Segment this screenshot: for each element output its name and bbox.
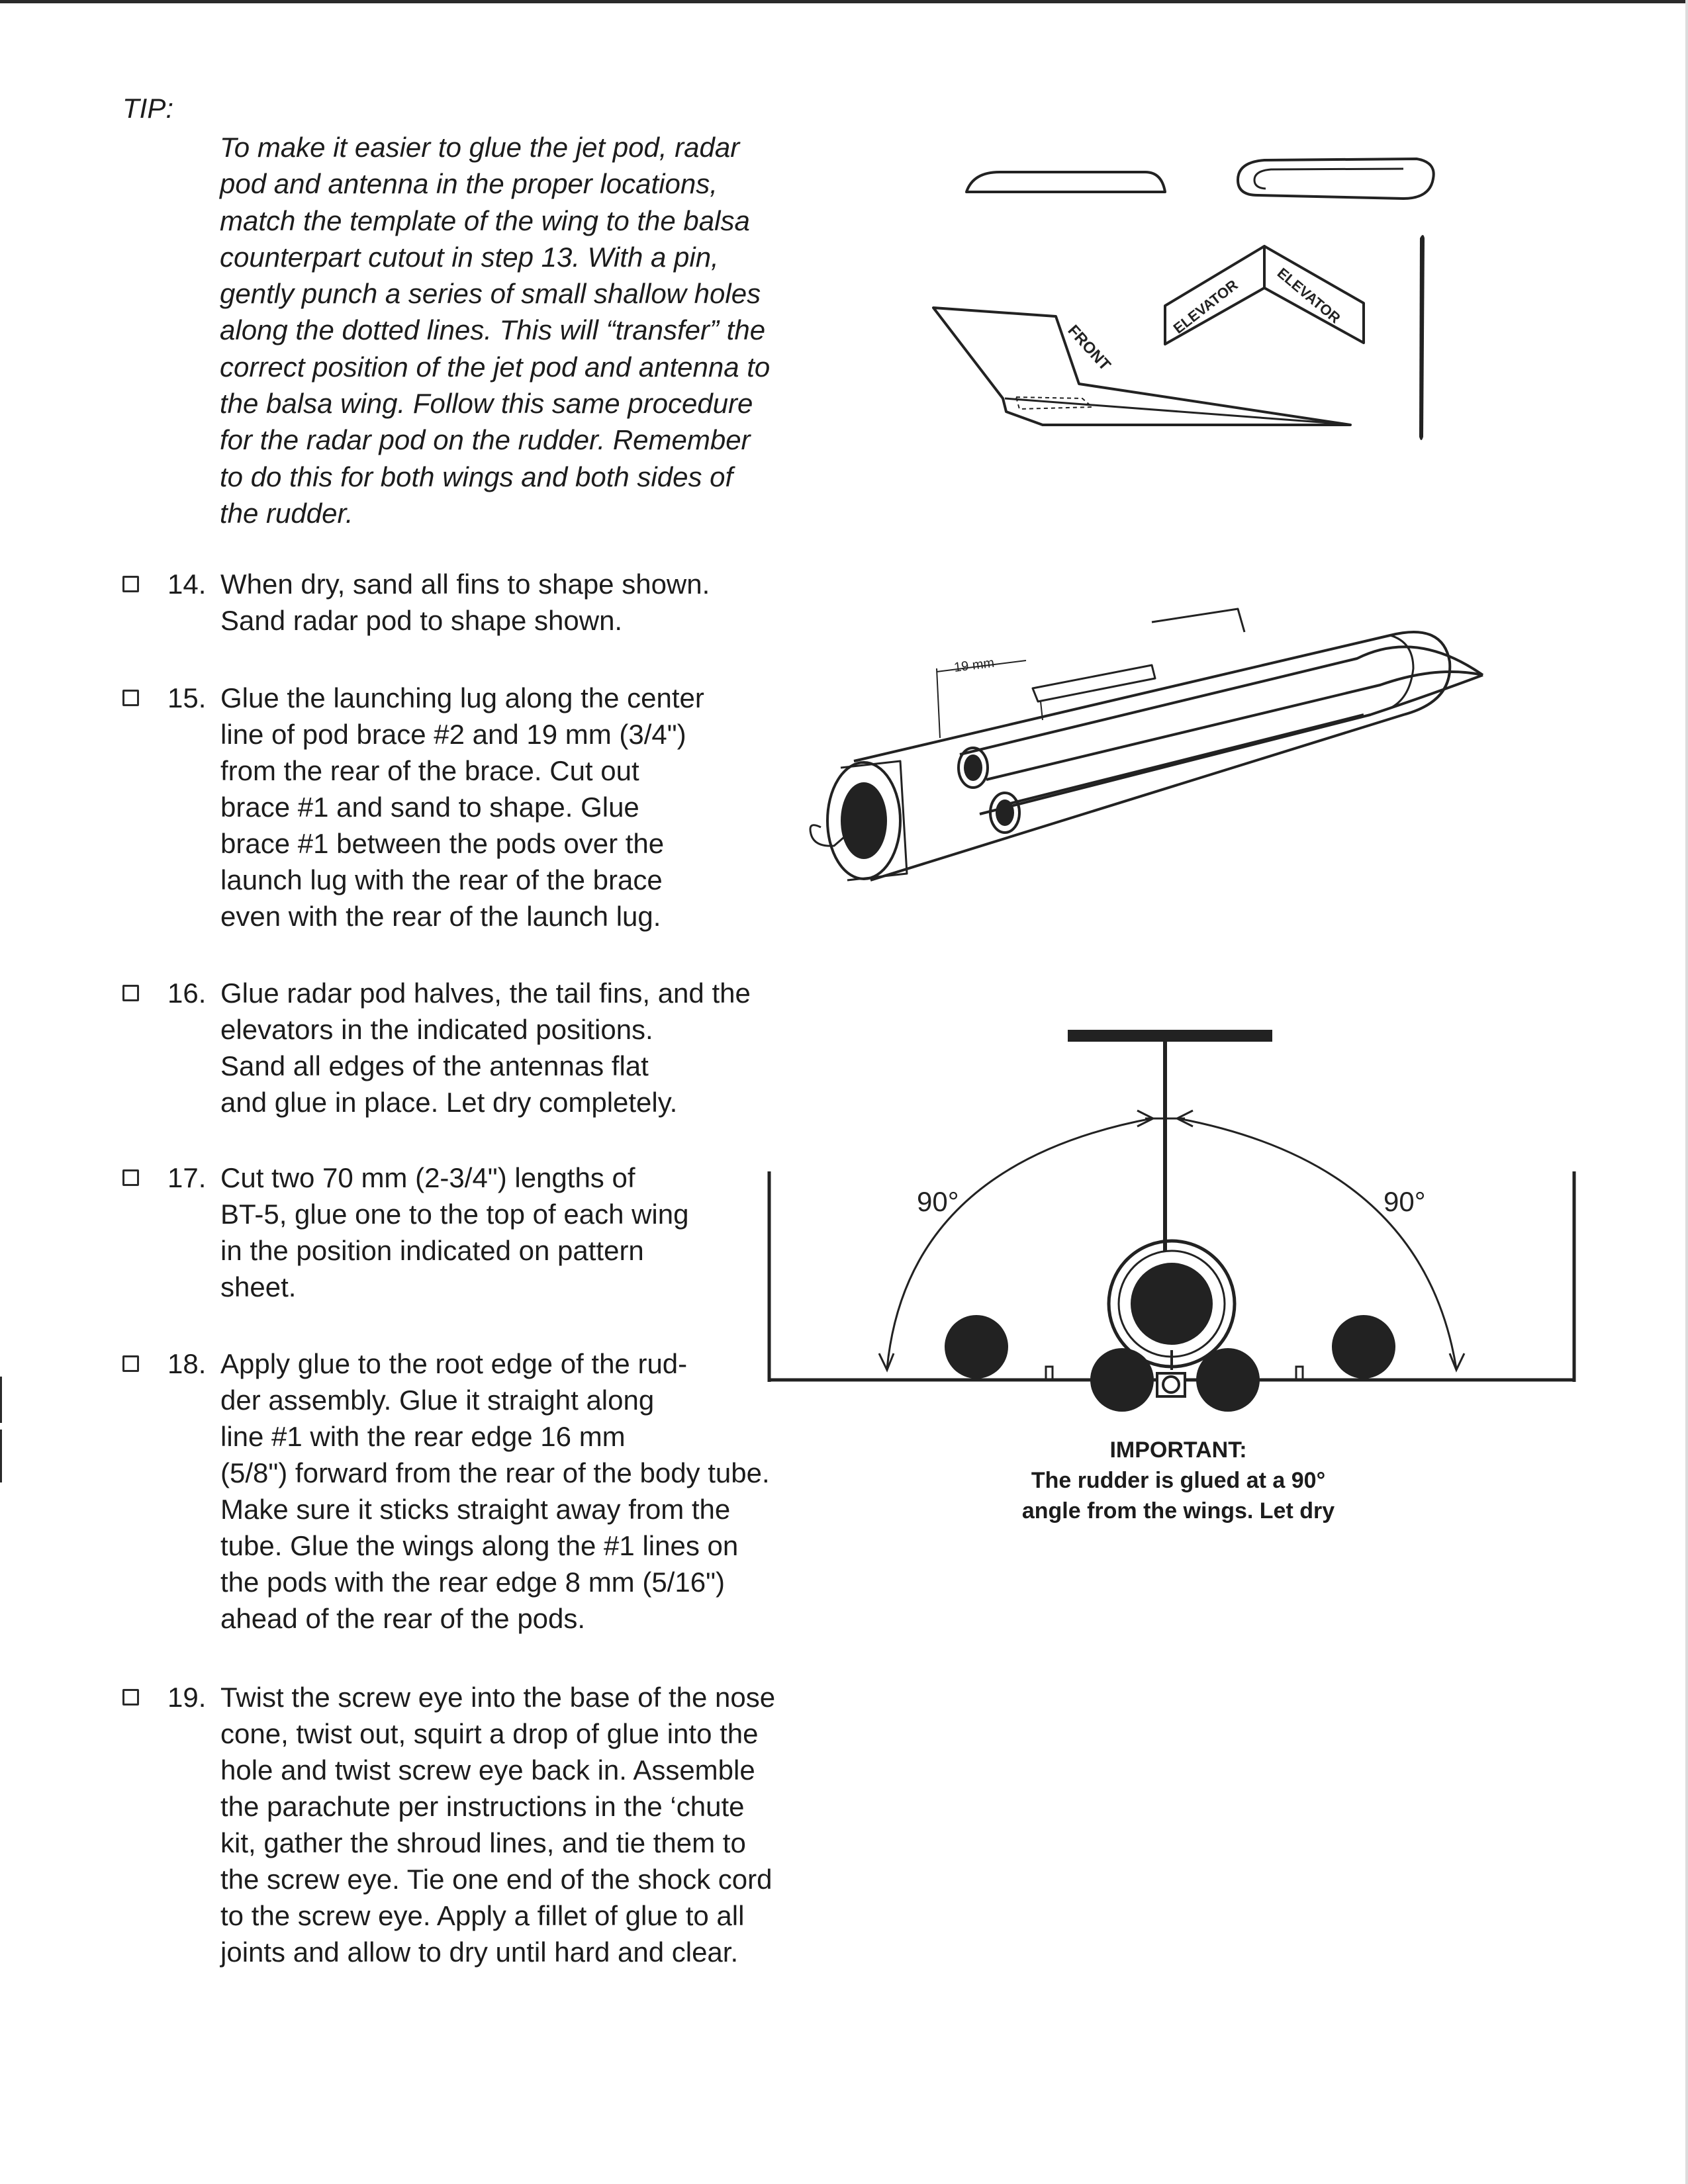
tip-line: pod and antenna in the proper locations, xyxy=(220,168,718,200)
antenna-bar xyxy=(1069,1031,1271,1040)
step-line: BT-5, glue one to the top of each wing xyxy=(220,1199,689,1230)
angle-label-right: 90° xyxy=(1383,1186,1426,1217)
caption-line: The rudder is glued at a 90° xyxy=(1031,1468,1326,1493)
step-line: Apply glue to the root edge of the rud- xyxy=(220,1348,688,1379)
pod-lower-left xyxy=(1090,1348,1154,1412)
tip-line: counterpart cutout in step 13. With a pin, xyxy=(220,241,719,273)
wing-template-shape xyxy=(933,308,1350,425)
step-line: the pods with the rear edge 8 mm (5/16") xyxy=(220,1567,725,1598)
tip-label: TIP: xyxy=(122,93,174,124)
step-line: Make sure it sticks straight away from the xyxy=(220,1494,731,1525)
step-checkbox[interactable] xyxy=(122,985,139,1001)
step-text xyxy=(220,975,751,1120)
step-line: tube. Glue the wings along the #1 lines on xyxy=(220,1530,739,1561)
pod-right xyxy=(1332,1315,1395,1379)
step-line: line #1 with the rear edge 16 mm xyxy=(220,1421,626,1452)
step-text xyxy=(220,1679,775,1970)
page-right-edge xyxy=(1685,0,1688,2184)
front-label: FRONT xyxy=(1064,321,1114,375)
step-line: Glue radar pod halves, the tail fins, and the xyxy=(220,978,751,1009)
step-line: to the screw eye. Apply a fillet of glue to all xyxy=(220,1900,745,1931)
step-checkbox[interactable] xyxy=(122,690,139,706)
tip-line: the rudder. xyxy=(220,497,353,529)
pod-left xyxy=(945,1315,1008,1379)
caption-title: IMPORTANT: xyxy=(1109,1437,1247,1463)
figure-caption xyxy=(966,1435,1390,1526)
step-line: sheet. xyxy=(220,1271,297,1302)
fin-shapes-illustration xyxy=(914,132,1456,450)
step-number: 19. xyxy=(167,1682,207,1713)
tip-text xyxy=(220,129,868,531)
step-text xyxy=(220,566,710,639)
step-line: line of pod brace #2 and 19 mm (3/4") xyxy=(220,719,686,750)
pod-lower-right xyxy=(1196,1348,1260,1412)
pod-tube-lower xyxy=(1000,715,1364,806)
step-line: launch lug with the rear of the brace xyxy=(220,864,663,895)
tip-line: the balsa wing. Follow this same procedure xyxy=(220,388,753,420)
tip-line: along the dotted lines. This will “transfer” the xyxy=(220,314,766,346)
step-line: brace #1 and sand to shape. Glue xyxy=(220,792,639,823)
step-line: in the position indicated on pattern xyxy=(220,1235,644,1266)
step-number: 17. xyxy=(167,1162,207,1193)
elevator-left-label: ELEVATOR xyxy=(1170,276,1241,337)
tip-line: to do this for both wings and both sides of xyxy=(220,461,733,492)
step-line: hole and twist screw eye back in. Assemble xyxy=(220,1754,755,1786)
step-line: elevators in the indicated positions. xyxy=(220,1014,653,1045)
body-tube-core xyxy=(1131,1263,1213,1345)
tip-line: correct position of the jet pod and antenna to xyxy=(220,351,771,383)
angle-arc-right xyxy=(1178,1118,1456,1369)
step-checkbox[interactable] xyxy=(122,1689,139,1706)
step-number: 18. xyxy=(167,1348,207,1379)
antenna-shape xyxy=(1419,235,1425,440)
page-top-edge xyxy=(0,0,1688,3)
step-number: 14. xyxy=(167,569,207,600)
step-line: Glue the launching lug along the center xyxy=(220,682,704,713)
step-checkbox[interactable] xyxy=(122,576,139,592)
step-line: ahead of the rear of the pods. xyxy=(220,1603,586,1634)
step-text xyxy=(220,1160,688,1305)
step-line: Cut two 70 mm (2-3/4") lengths of xyxy=(220,1162,635,1193)
step-line: Sand all edges of the antennas flat xyxy=(220,1050,649,1081)
step-number: 16. xyxy=(167,978,207,1009)
step-checkbox[interactable] xyxy=(122,1355,139,1372)
step-line: and glue in place. Let dry completely. xyxy=(220,1087,678,1118)
step-line: joints and allow to dry until hard and clear. xyxy=(220,1936,739,1968)
step-line: from the rear of the brace. Cut out xyxy=(220,755,639,786)
caption-line: angle from the wings. Let dry xyxy=(1021,1498,1335,1524)
radar-pod-shape xyxy=(1238,159,1434,199)
angle-label-left: 90° xyxy=(917,1186,959,1217)
step-text xyxy=(220,680,704,934)
pod-assembly-illustration xyxy=(781,602,1575,920)
scan-mark xyxy=(0,1430,2,1482)
step-line: When dry, sand all fins to shape shown. xyxy=(220,569,710,600)
step-line: Twist the screw eye into the base of the nose xyxy=(220,1682,776,1713)
antenna-strip-shape xyxy=(966,172,1165,192)
tip-line: for the radar pod on the rudder. Remember xyxy=(220,424,751,456)
step-line: Sand radar pod to shape shown. xyxy=(220,605,623,636)
step-line: kit, gather the shroud lines, and tie them to xyxy=(220,1827,746,1858)
tip-line: To make it easier to glue the jet pod, radar xyxy=(220,132,740,163)
scan-mark xyxy=(0,1377,2,1423)
step-checkbox[interactable] xyxy=(122,1169,139,1186)
dimension-label: 19 mm xyxy=(953,655,996,675)
angle-arc-left xyxy=(887,1118,1152,1369)
step-number: 15. xyxy=(167,682,207,713)
tip-line: gently punch a series of small shallow holes xyxy=(220,278,761,310)
rudder-angle-diagram xyxy=(761,1019,1595,1430)
step-line: the parachute per instructions in the ‘chute xyxy=(220,1791,745,1822)
step-text xyxy=(220,1345,770,1637)
elevator-right-label: ELEVATOR xyxy=(1274,264,1344,327)
step-line: der assembly. Glue it straight along xyxy=(220,1385,655,1416)
tip-line: match the template of the wing to the balsa xyxy=(220,205,750,236)
step-line: cone, twist out, squirt a drop of glue into the xyxy=(220,1718,759,1749)
step-line: (5/8") forward from the rear of the body tube. xyxy=(220,1457,770,1488)
step-line: brace #1 between the pods over the xyxy=(220,828,665,859)
step-line: even with the rear of the launch lug. xyxy=(220,901,661,932)
step-line: the screw eye. Tie one end of the shock cord xyxy=(220,1864,773,1895)
